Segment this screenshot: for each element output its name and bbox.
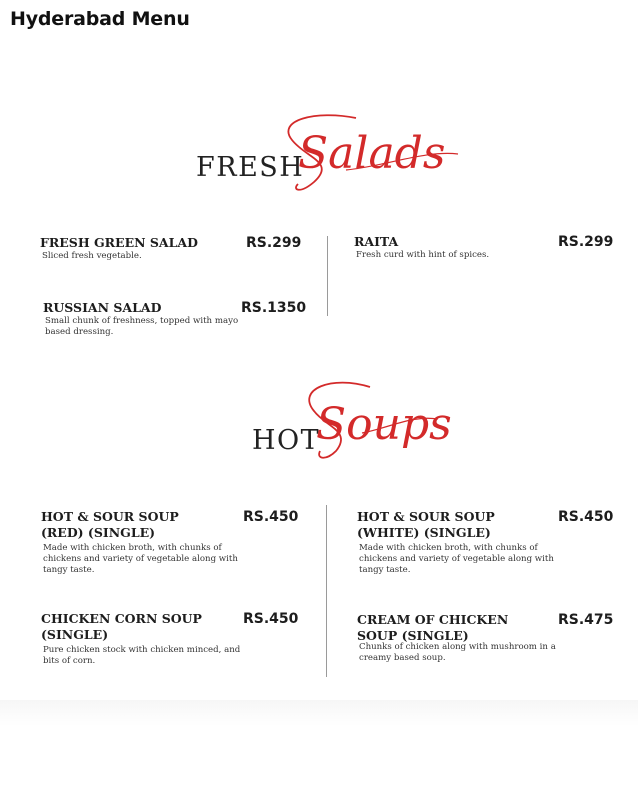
salads-heading-plain: FRESH — [196, 152, 305, 183]
menu-item-russian-salad — [43, 300, 307, 344]
menu-item-cream-of-chicken-soup — [357, 612, 617, 672]
soups-heading-script: Soups — [316, 399, 452, 450]
menu-item-raita — [354, 234, 614, 274]
item-name: CREAM OF CHICKEN SOUP (SINGLE) — [357, 612, 509, 643]
item-price: RS.299 — [246, 235, 302, 251]
item-name: RUSSIAN SALAD — [43, 300, 162, 315]
item-description: Small chunk of freshness, topped with mayo based dressing. — [45, 316, 239, 337]
item-name: CHICKEN CORN SOUP (SINGLE) — [41, 611, 202, 642]
salads-column-divider — [327, 236, 328, 316]
item-description: Pure chicken stock with chicken minced, and bits of corn. — [43, 645, 241, 666]
item-description: Chunks of chicken along with mushroom in a creamy based soup. — [359, 642, 556, 663]
item-name: HOT & SOUR SOUP (WHITE) (SINGLE) — [357, 509, 495, 540]
menu-item-hot-sour-soup-red — [41, 509, 301, 579]
soups-heading-plain: HOT — [252, 425, 321, 456]
menu-item-fresh-green-salad — [40, 235, 300, 275]
soups-column-divider — [326, 505, 327, 677]
item-price: RS.475 — [558, 612, 614, 628]
soups-heading — [252, 375, 452, 475]
item-description: Sliced fresh vegetable. — [42, 251, 142, 261]
item-description: Made with chicken broth, with chunks of chickens and variety of vegetable along with tangy taste. — [43, 543, 238, 575]
item-description: Made with chicken broth, with chunks of chickens and variety of vegetable along with tangy taste. — [359, 543, 554, 575]
item-price: RS.299 — [558, 234, 614, 250]
item-price: RS.450 — [558, 509, 614, 525]
item-name: HOT & SOUR SOUP (RED) (SINGLE) — [41, 509, 179, 540]
salads-heading — [196, 110, 466, 210]
page-bottom-fade — [0, 700, 638, 726]
page-title: Hyderabad Menu — [10, 8, 190, 30]
item-price: RS.450 — [243, 611, 299, 627]
item-price: RS.1350 — [241, 300, 307, 316]
salads-heading-script: Salads — [298, 128, 446, 179]
menu-item-hot-sour-soup-white — [357, 509, 617, 579]
item-price: RS.450 — [243, 509, 299, 525]
item-description: Fresh curd with hint of spices. — [356, 250, 490, 260]
item-name: RAITA — [354, 234, 399, 249]
menu-item-chicken-corn-soup — [41, 611, 301, 671]
item-name: FRESH GREEN SALAD — [40, 235, 198, 250]
